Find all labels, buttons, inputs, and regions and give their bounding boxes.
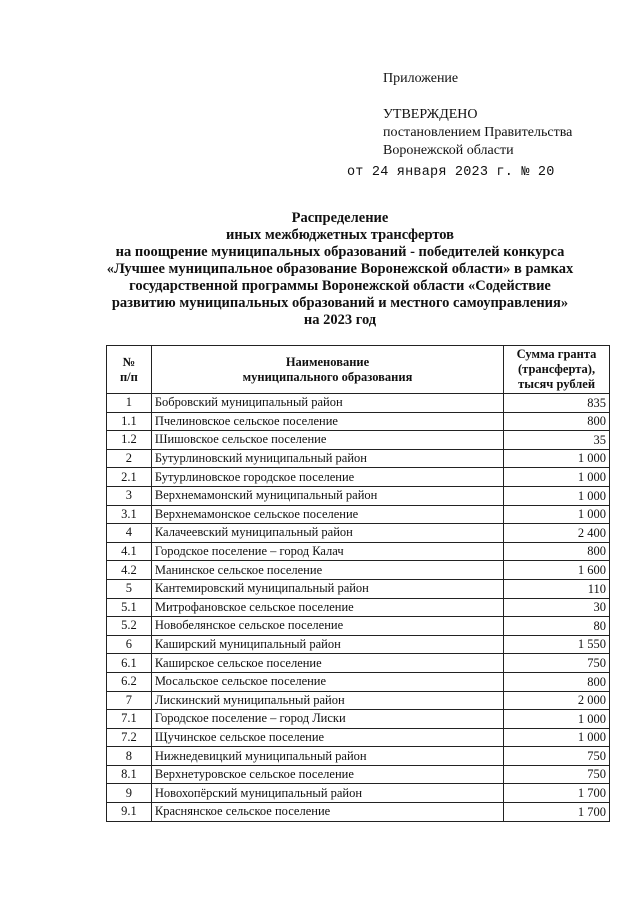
row-municipality-name: Бобровский муниципальный район xyxy=(151,394,503,413)
header-number-line1: № xyxy=(122,354,136,369)
row-number: 5 xyxy=(107,579,152,598)
header-sum-line3: тысяч рублей xyxy=(518,377,596,391)
table-row xyxy=(107,412,610,431)
row-number: 2 xyxy=(107,449,152,468)
row-municipality-name: Каширский муниципальный район xyxy=(151,635,503,654)
table-row xyxy=(107,486,610,505)
row-number: 6.2 xyxy=(107,672,152,691)
table-row xyxy=(107,505,610,524)
row-municipality-name: Каширское сельское поселение xyxy=(151,654,503,673)
table-row xyxy=(107,691,610,710)
header-name-line2: муниципального образования xyxy=(242,369,413,384)
header-name-line1: Наименование xyxy=(285,354,370,369)
header-number xyxy=(107,346,152,394)
row-number: 8.1 xyxy=(107,765,152,784)
header-sum-line2: (трансферта), xyxy=(518,362,596,376)
row-municipality-name: Верхнемамонский муниципальный район xyxy=(151,486,503,505)
row-number: 5.1 xyxy=(107,598,152,617)
row-municipality-name: Кантемировский муниципальный район xyxy=(151,579,503,598)
table-body xyxy=(107,394,610,822)
row-number: 6 xyxy=(107,635,152,654)
row-grant-amount: 35 xyxy=(504,431,610,450)
row-number: 4 xyxy=(107,524,152,543)
row-grant-amount: 80 xyxy=(504,617,610,636)
table-row xyxy=(107,561,610,580)
row-number: 7.2 xyxy=(107,728,152,747)
table-row xyxy=(107,542,610,561)
row-number: 4.2 xyxy=(107,561,152,580)
row-number: 1.2 xyxy=(107,431,152,450)
row-grant-amount: 750 xyxy=(504,747,610,766)
row-grant-amount: 1 700 xyxy=(504,803,610,822)
approved-by-line2: Воронежской области xyxy=(383,143,514,158)
title-line: иных межбюджетных трансфертов xyxy=(225,227,454,243)
row-municipality-name: Верхнетуровское сельское поселение xyxy=(151,765,503,784)
title-line: развитию муниципальных образований и местного самоуправления» xyxy=(111,295,569,311)
approved-by-line1: постановлением Правительства xyxy=(383,125,573,140)
row-municipality-name: Пчелиновское сельское поселение xyxy=(151,412,503,431)
row-grant-amount: 800 xyxy=(504,412,610,431)
row-municipality-name: Городское поселение – город Калач xyxy=(151,542,503,561)
row-grant-amount: 1 700 xyxy=(504,784,610,803)
header-number-line2: п/п xyxy=(119,369,138,384)
row-number: 7.1 xyxy=(107,710,152,729)
table-row xyxy=(107,710,610,729)
row-number: 6.1 xyxy=(107,654,152,673)
row-grant-amount: 1 600 xyxy=(504,561,610,580)
row-municipality-name: Лискинский муниципальный район xyxy=(151,691,503,710)
table-row xyxy=(107,635,610,654)
table-row xyxy=(107,728,610,747)
table-row xyxy=(107,524,610,543)
row-municipality-name: Новобелянское сельское поселение xyxy=(151,617,503,636)
row-municipality-name: Манинское сельское поселение xyxy=(151,561,503,580)
row-number: 7 xyxy=(107,691,152,710)
title-line: Распределение xyxy=(291,210,389,226)
row-number: 3.1 xyxy=(107,505,152,524)
table-row xyxy=(107,598,610,617)
table-row xyxy=(107,394,610,413)
title-line: «Лучшее муниципальное образование Воронежской области» в рамках xyxy=(106,261,574,277)
row-number: 8 xyxy=(107,747,152,766)
row-number: 9.1 xyxy=(107,803,152,822)
row-municipality-name: Бутурлиновский муниципальный район xyxy=(151,449,503,468)
row-grant-amount: 800 xyxy=(504,542,610,561)
table-row xyxy=(107,654,610,673)
table-row xyxy=(107,579,610,598)
appendix-label: Приложение xyxy=(383,71,459,86)
row-municipality-name: Городское поселение – город Лиски xyxy=(151,710,503,729)
document-title xyxy=(80,210,600,329)
row-grant-amount: 1 550 xyxy=(504,635,610,654)
row-grant-amount: 835 xyxy=(504,394,610,413)
row-municipality-name: Новохопёрский муниципальный район xyxy=(151,784,503,803)
table-header-row xyxy=(107,346,610,394)
table-row xyxy=(107,449,610,468)
row-number: 9 xyxy=(107,784,152,803)
table-row xyxy=(107,784,610,803)
title-line: на поощрение муниципальных образований - победителей конкурса xyxy=(115,244,565,260)
row-municipality-name: Нижнедевицкий муниципальный район xyxy=(151,747,503,766)
row-municipality-name: Краснянское сельское поселение xyxy=(151,803,503,822)
row-number: 3 xyxy=(107,486,152,505)
row-grant-amount: 110 xyxy=(504,579,610,598)
row-municipality-name: Верхнемамонское сельское поселение xyxy=(151,505,503,524)
header-sum-line1: Сумма гранта xyxy=(516,347,597,361)
table-row xyxy=(107,431,610,450)
approval-block xyxy=(347,70,573,182)
header-name xyxy=(151,346,503,394)
row-number: 2.1 xyxy=(107,468,152,487)
row-municipality-name: Бутурлиновское городское поселение xyxy=(151,468,503,487)
row-grant-amount: 2 000 xyxy=(504,691,610,710)
table-row xyxy=(107,617,610,636)
header-sum xyxy=(504,346,610,394)
row-number: 1 xyxy=(107,394,152,413)
row-number: 1.1 xyxy=(107,412,152,431)
row-number: 5.2 xyxy=(107,617,152,636)
table-row xyxy=(107,803,610,822)
row-grant-amount: 750 xyxy=(504,765,610,784)
row-municipality-name: Мосальское сельское поселение xyxy=(151,672,503,691)
table-row xyxy=(107,765,610,784)
row-grant-amount: 1 000 xyxy=(504,468,610,487)
decree-reference: от 24 января 2023 г. № 20 xyxy=(347,165,555,180)
row-municipality-name: Шишовское сельское поселение xyxy=(151,431,503,450)
row-grant-amount: 2 400 xyxy=(504,524,610,543)
row-grant-amount: 30 xyxy=(504,598,610,617)
row-grant-amount: 1 000 xyxy=(504,486,610,505)
row-grant-amount: 800 xyxy=(504,672,610,691)
table-row xyxy=(107,468,610,487)
row-grant-amount: 1 000 xyxy=(504,505,610,524)
row-municipality-name: Митрофановское сельское поселение xyxy=(151,598,503,617)
row-grant-amount: 1 000 xyxy=(504,710,610,729)
row-grant-amount: 750 xyxy=(504,654,610,673)
title-line: государственной программы Воронежской области «Содействие xyxy=(129,278,551,294)
row-number: 4.1 xyxy=(107,542,152,561)
row-grant-amount: 1 000 xyxy=(504,728,610,747)
approved-stamp-text: УТВЕРЖДЕНО xyxy=(383,107,478,122)
grants-table xyxy=(106,345,610,822)
table-row xyxy=(107,672,610,691)
row-municipality-name: Калачеевский муниципальный район xyxy=(151,524,503,543)
title-line: на 2023 год xyxy=(303,312,377,328)
row-municipality-name: Щучинское сельское поселение xyxy=(151,728,503,747)
row-grant-amount: 1 000 xyxy=(504,449,610,468)
table-row xyxy=(107,747,610,766)
